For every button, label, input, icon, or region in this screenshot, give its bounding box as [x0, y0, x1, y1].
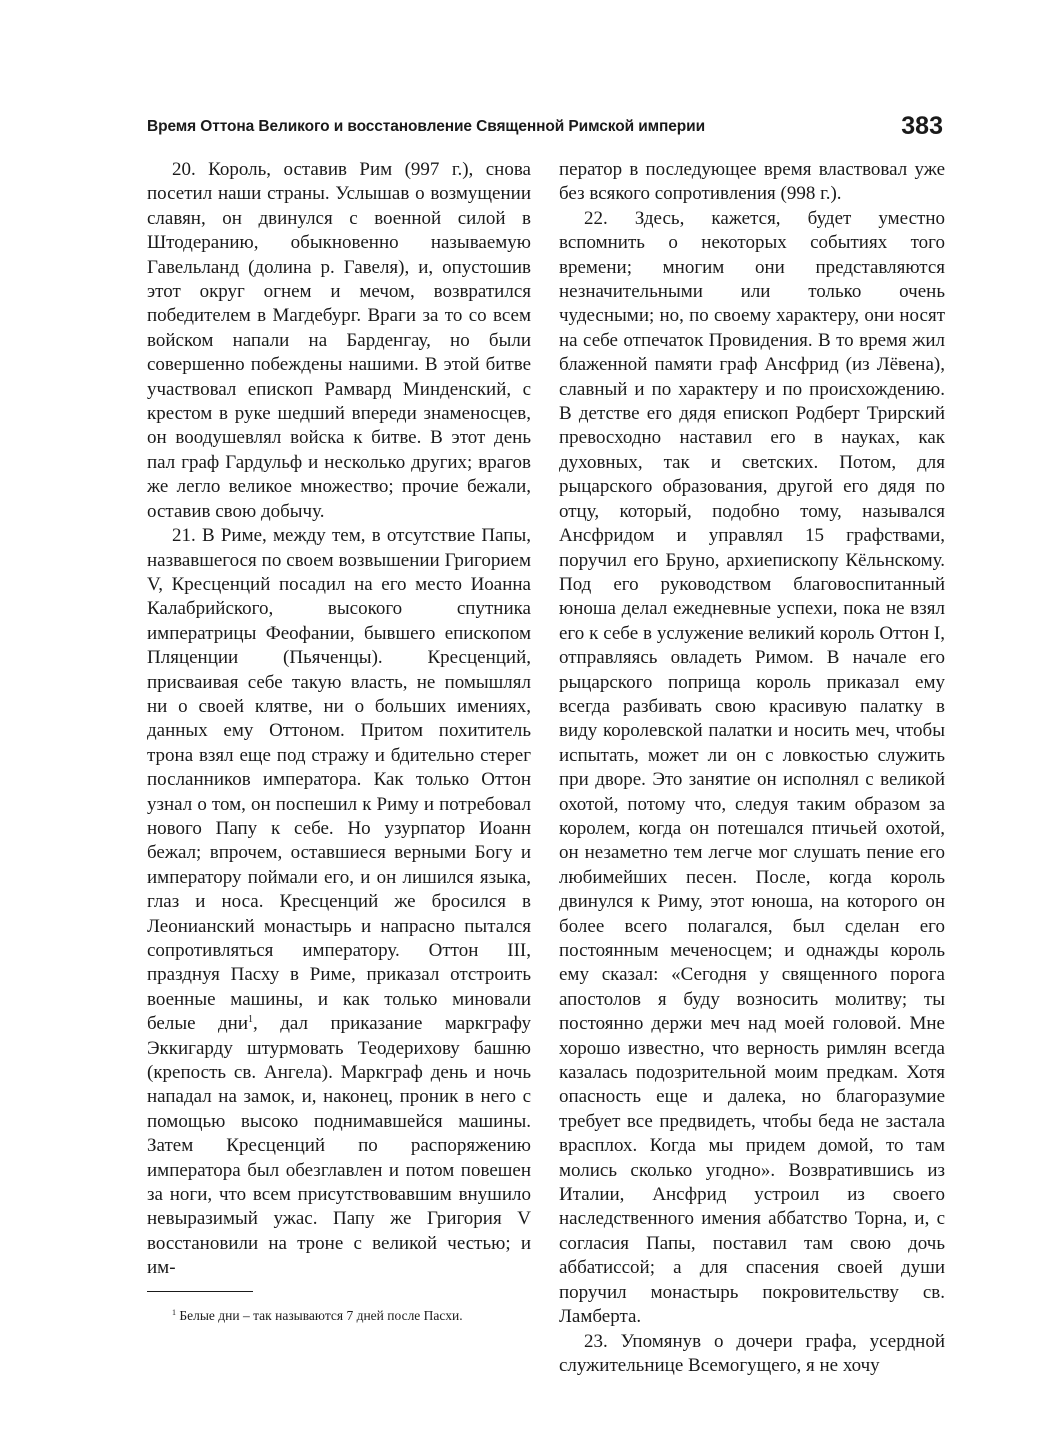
footnote-text: Белые дни – так называются 7 дней после Пасхи.	[176, 1308, 463, 1323]
footnote-reference[interactable]: 1	[248, 1014, 254, 1026]
paragraph-22: 22. Здесь, кажется, будет уместно вспомнить о некоторых событиях того времени; многим они представляются незначительными или только очень чудесными; но, по своему характеру, они носят на себе отпечаток Провидения. В то время жил блаженной памяти граф Ансфрид (из Лёвена), славный и по характеру и по происхождению. В детстве его дядя епископ Родберт Трирский превосходно наставил его в науках, как духовных, так и светских. Потом, для рыцарского образования, другой его дядя по отцу, который, подобно тому, назывался Ансфридом и управлял 15 графствами, поручил его Бруно, архиепископу Кёльнскому. Под его руководством благовоспитанный юноша делал ежедневные успехи, пока не взял его к себе в услужение великий король Оттон I, отправляясь овладеть Римом. В начале его рыцарского поприща король приказал ему всегда разбивать свою красивую палатку в виду королевской палатки и носить меч, чтобы испытать, может ли он с ловкостью служить при дворе. Это занятие он исполнял с великой охотой, потому что, следуя таким образом за королем, когда он потешался птичьей охотой, он незаметно тем легче мог слушать пение его любимейших песен. После, когда король двинулся к Риму, этот юноша, на которого он более всего полагался, был сделан его постоянным меченосцем; и однажды король ему сказал: «Сегодня у священного порога апостолов я буду возносить молитву; ты постоянно держи меч над моей головой. Мне хорошо известно, что верность римлян всегда казалась подозрительной моим предкам. Хотя опасность еще и далека, но благоразумие требует все предвидеть, чтобы беда не застала врасплох. Когда мы придем домой, то там молись сколько угодно». Возвратившись из Италии, Ансфрид устроил из своего наследственного имения аббатство Торна, и, с согласия Папы, поставил там свою дочь аббатиссой; а для спасения своей души поручил монастырь покровительству св. Ламберта.	[559, 207, 945, 1328]
page-number: 383	[901, 112, 943, 140]
footnote-divider	[147, 1291, 253, 1292]
running-header	[147, 112, 943, 152]
left-column	[147, 158, 531, 1279]
footnote-marker: 1	[172, 1308, 176, 1317]
paragraph-20: 20. Король, оставив Рим (997 г.), снова посетил наши страны. Услышав о возмущении славян, он двинулся с военной силой в Штодеранию, обыкновенно называемую Гавельланд (долина р. Гавеля), и, опустошив этот округ огнем и мечом, возвратился победителем в Магдебург. Враги за то со всем войском напали на Барденгау, но были совершенно побеждены нашими. В этой битве участвовал епископ Рамвард Минденский, с крестом в руке шедший впереди знаменосцев, он воодушевлял войска к битве. В этот день пал граф Гардульф и несколько других; врагов же легло великое множество; прочие бежали, оставив свою добычу.	[147, 159, 531, 522]
paragraph-21-continued: ператор в последующее время властвовал уже без всякого сопротивления (998 г.).	[559, 159, 945, 205]
paragraph-21-text-b: , дал приказание маркграфу Эккигарду штурмовать Теодерихову башню (крепость св. Ангела). Маркграф день и ночь нападал на замок, и, наконец, проник в него с помощью высоко поднимавшейся машины. Затем Кресценций по распоряжению императора был обезглавлен и потом повешен за ноги, что всем присутствовавшим внушило невыразимый ужас. Папу же Григория V восстановили на троне с великой честью; и им-	[147, 1013, 531, 1279]
footnote	[147, 1307, 531, 1325]
paragraph-23: 23. Упомянув о дочери графа, усердной служительнице Всемогущего, я не хочу	[559, 1330, 945, 1376]
paragraph-21	[147, 524, 531, 1281]
right-column	[559, 158, 945, 1376]
running-title: Время Оттона Великого и восстановление Священной Римской империи	[147, 118, 706, 135]
paragraph-21-text-a: 21. В Риме, между тем, в отсутствие Папы, назвавшегося по своем возвышении Григорием V, Кресценций посадил на его место Иоанна Калабрийского, высокого спутника императрицы Феофании, бывшего епископом Пляценции (Пьяченцы). Кресценций, присваивая себе такую власть, не помышлял ни о своей клятве, ни о больших имениях, данных ему Оттоном. Притом похититель трона взял еще под стражу и бдительно стерег посланников императора. Как только Оттон узнал о том, он поспешил к Риму и потребовал нового Папу к себе. Но узурпатор Иоанн бежал; впрочем, оставшиеся верными Богу и императору поймали его, и он лишился языка, глаз и носа. Кресценций же бросился в Леонианский монастырь и напрасно пытался сопротивляться императору. Оттон III, празднуя Пасху в Риме, приказал отстроить военные машины, и как только миновали белые дни	[147, 525, 531, 1035]
